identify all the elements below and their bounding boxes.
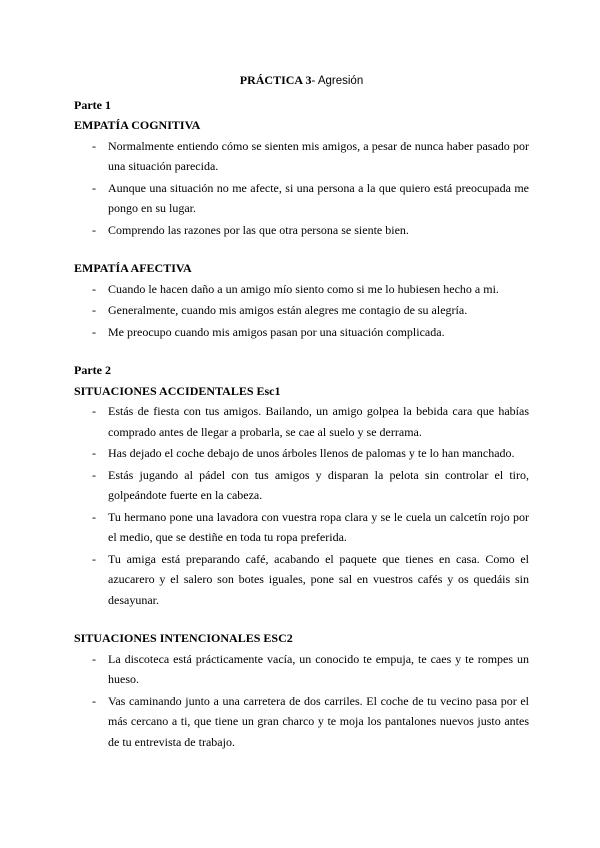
bullet-dash: -	[92, 509, 96, 524]
part-1-label: Parte 1	[74, 97, 111, 112]
bullet-dash: -	[92, 446, 96, 460]
bullet-dash: -	[92, 281, 96, 296]
list-item	[74, 220, 529, 241]
list-item-text: Tu hermano pone una lavadora con vuestra ropa clara y se le cuela un calcetín rojo por el medio, que se destiñe en toda tu ropa preferida.	[108, 509, 529, 544]
list-item-text: Vas caminando junto a una carretera de dos carriles. El coche de tu vecino pasa por el más cercano a ti, que tiene un gran charco y te moja los pantalones nuevos justo antes de tu entrevista de trabajo.	[108, 693, 529, 749]
list-item	[74, 691, 529, 753]
bullet-dash: -	[92, 551, 96, 566]
list-item-text: Tu amiga está preparando café, acabando el paquete que tienes en casa. Como el azucarero y el salero son botes iguales, pone sal en vuestros cafés y os quedáis sin desayunar.	[108, 551, 529, 607]
list-item-text: Estás jugando al pádel con tus amigos y disparan la pelota sin controlar el tiro, golpeándote fuerte en la cabeza.	[108, 467, 529, 502]
document-title-subtitle: - Agresión	[311, 75, 364, 87]
bullet-dash: -	[92, 467, 96, 482]
list-item	[74, 279, 529, 300]
list-item	[74, 136, 529, 177]
list-item	[74, 443, 529, 464]
list-item-text: Cuando le hacen daño a un amigo mío siento como si me lo hubiesen hecho a mi.	[108, 281, 499, 296]
bullet-dash: -	[92, 138, 96, 153]
bullet-dash: -	[92, 222, 96, 237]
bullet-dash: -	[92, 693, 96, 708]
document-page	[74, 70, 529, 753]
bullet-dash: -	[92, 404, 96, 418]
list-item	[74, 300, 529, 321]
list-item	[74, 649, 529, 690]
list-item-text: Has dejado el coche debajo de unos árboles llenos de palomas y te lo han manchado.	[108, 446, 515, 460]
list-item	[74, 178, 529, 219]
list-item-text: Me preocupo cuando mis amigos pasan por una situación complicada.	[108, 324, 445, 339]
document-title-main: PRÁCTICA 3	[239, 73, 312, 87]
bullet-dash: -	[92, 651, 96, 666]
list-item-text: La discoteca está prácticamente vacía, un conocido te empuja, te caes y te rompes un hueso.	[108, 651, 529, 686]
document-title	[74, 70, 529, 91]
list-item	[74, 322, 529, 343]
section-heading-situaciones-intencionales: SITUACIONES INTENCIONALES ESC2	[74, 631, 293, 645]
section-heading-empatia-afectiva: EMPATÍA AFECTIVA	[74, 261, 192, 275]
section-heading-empatia-cognitiva: EMPATÍA COGNITIVA	[74, 118, 201, 132]
list-empatia-afectiva	[74, 279, 529, 343]
list-item-text: Normalmente entiendo cómo se sienten mis amigos, a pesar de nunca haber pasado por una situación parecida.	[108, 138, 529, 173]
bullet-dash: -	[92, 180, 96, 195]
list-item-text: Aunque una situación no me afecte, si una persona a la que quiero está preocupada me pongo en su lugar.	[108, 180, 529, 215]
list-item	[74, 401, 529, 442]
list-item	[74, 549, 529, 611]
list-item-text: Comprendo las razones por las que otra persona se siente bien.	[108, 222, 409, 237]
list-situaciones-intencionales	[74, 649, 529, 753]
section-heading-situaciones-accidentales: SITUACIONES ACCIDENTALES Esc1	[74, 383, 281, 398]
list-item	[74, 507, 529, 548]
bullet-dash: -	[92, 324, 96, 339]
list-item-text: Estás de fiesta con tus amigos. Bailando, un amigo golpea la bebida cara que habías comprado antes de llegar a probarla, se cae al suelo y se derrama.	[108, 404, 529, 439]
list-situaciones-accidentales	[74, 401, 529, 610]
list-empatia-cognitiva	[74, 136, 529, 241]
list-item-text: Generalmente, cuando mis amigos están alegres me contagio de su alegría.	[108, 303, 468, 317]
part-2-label: Parte 2	[74, 363, 111, 377]
list-item	[74, 465, 529, 506]
bullet-dash: -	[92, 303, 96, 317]
